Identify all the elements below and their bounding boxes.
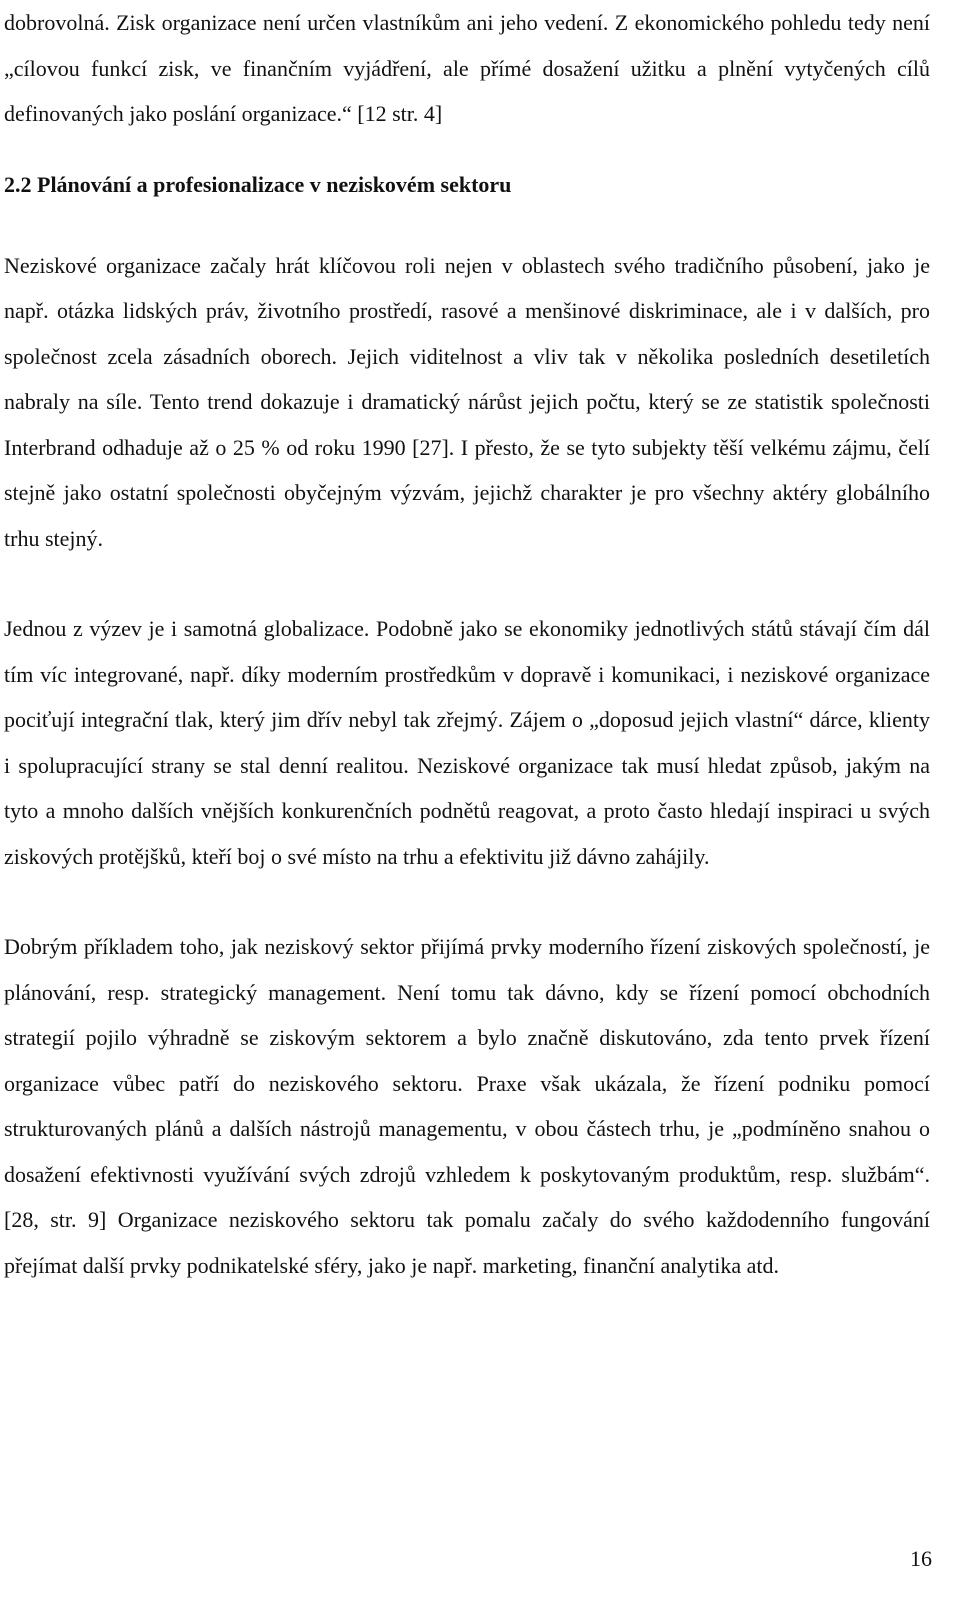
page-number: 16 xyxy=(910,1546,932,1571)
paragraph-strategic-management: Dobrým příkladem toho, jak neziskový sektor přijímá prvky moderního řízení ziskových společností, je plánování, resp. strategický management. Není tomu tak dávno, kdy se řízení pomocí obchodních strategií pojilo výhradně se ziskovým sektorem a bylo značně diskutováno, zda tento prvek řízení organizace vůbec patří do neziskového sektoru. Praxe však ukázala, že řízení podniku pomocí strukturovaných plánů a dalších nástrojů managementu, v obou částech trhu, je „podmíněno snahou o dosažení efektivnosti využívání svých zdrojů vzhledem k poskytovaným produktům, resp. službám“. [28, str. 9] Organizace neziskového sektoru tak pomalu začaly do svého každodenního fungování přejímat další prvky podnikatelské sféry, jako je např. marketing, finanční analytika atd. xyxy=(4,934,930,1278)
page-content xyxy=(4,0,930,1288)
section-heading: 2.2 Plánování a profesionalizace v neziskovém sektoru xyxy=(4,171,512,197)
paragraph-continuation: dobrovolná. Zisk organizace není určen vlastníkům ani jeho vedení. Z ekonomického pohledu tedy není „cílovou funkcí zisk, ve finančním vyjádření, ale přímé dosažení užitku a plnění vytyčených cílů definovaných jako poslání organizace.“ [12 str. 4] xyxy=(4,10,930,126)
paragraph-nonprofit-role: Neziskové organizace začaly hrát klíčovou roli nejen v oblastech svého tradičního působení, jako je např. otázka lidských práv, životního prostředí, rasové a menšinové diskriminace, ale i v dalších, pro společnost zcela zásadních oborech. Jejich viditelnost a vliv tak v několika posledních desetiletích nabraly na síle. Tento trend dokazuje i dramatický nárůst jejich počtu, který se ze statistik společnosti Interbrand odhaduje až o 25 % od roku 1990 [27]. I přesto, že se tyto subjekty těší velkému zájmu, čelí stejně jako ostatní společnosti obyčejným výzvám, jejichž charakter je pro všechny aktéry globálního trhu stejný. xyxy=(4,252,930,551)
paragraph-globalization: Jednou z výzev je i samotná globalizace. Podobně jako se ekonomiky jednotlivých států stávají čím dál tím víc integrované, např. díky moderním prostředkům v dopravě i komunikaci, i neziskové organizace pociťují integrační tlak, který jim dřív nebyl tak zřejmý. Zájem o „doposud jejich vlastní“ dárce, klienty i spolupracující strany se stal denní realitou. Neziskové organizace tak musí hledat způsob, jakým na tyto a mnoho dalších vnějších konkurenčních podnětů reagovat, a proto často hledají inspiraci u svých ziskových protějšků, kteří boj o své místo na trhu a efektivitu již dávno zahájily. xyxy=(4,616,930,869)
